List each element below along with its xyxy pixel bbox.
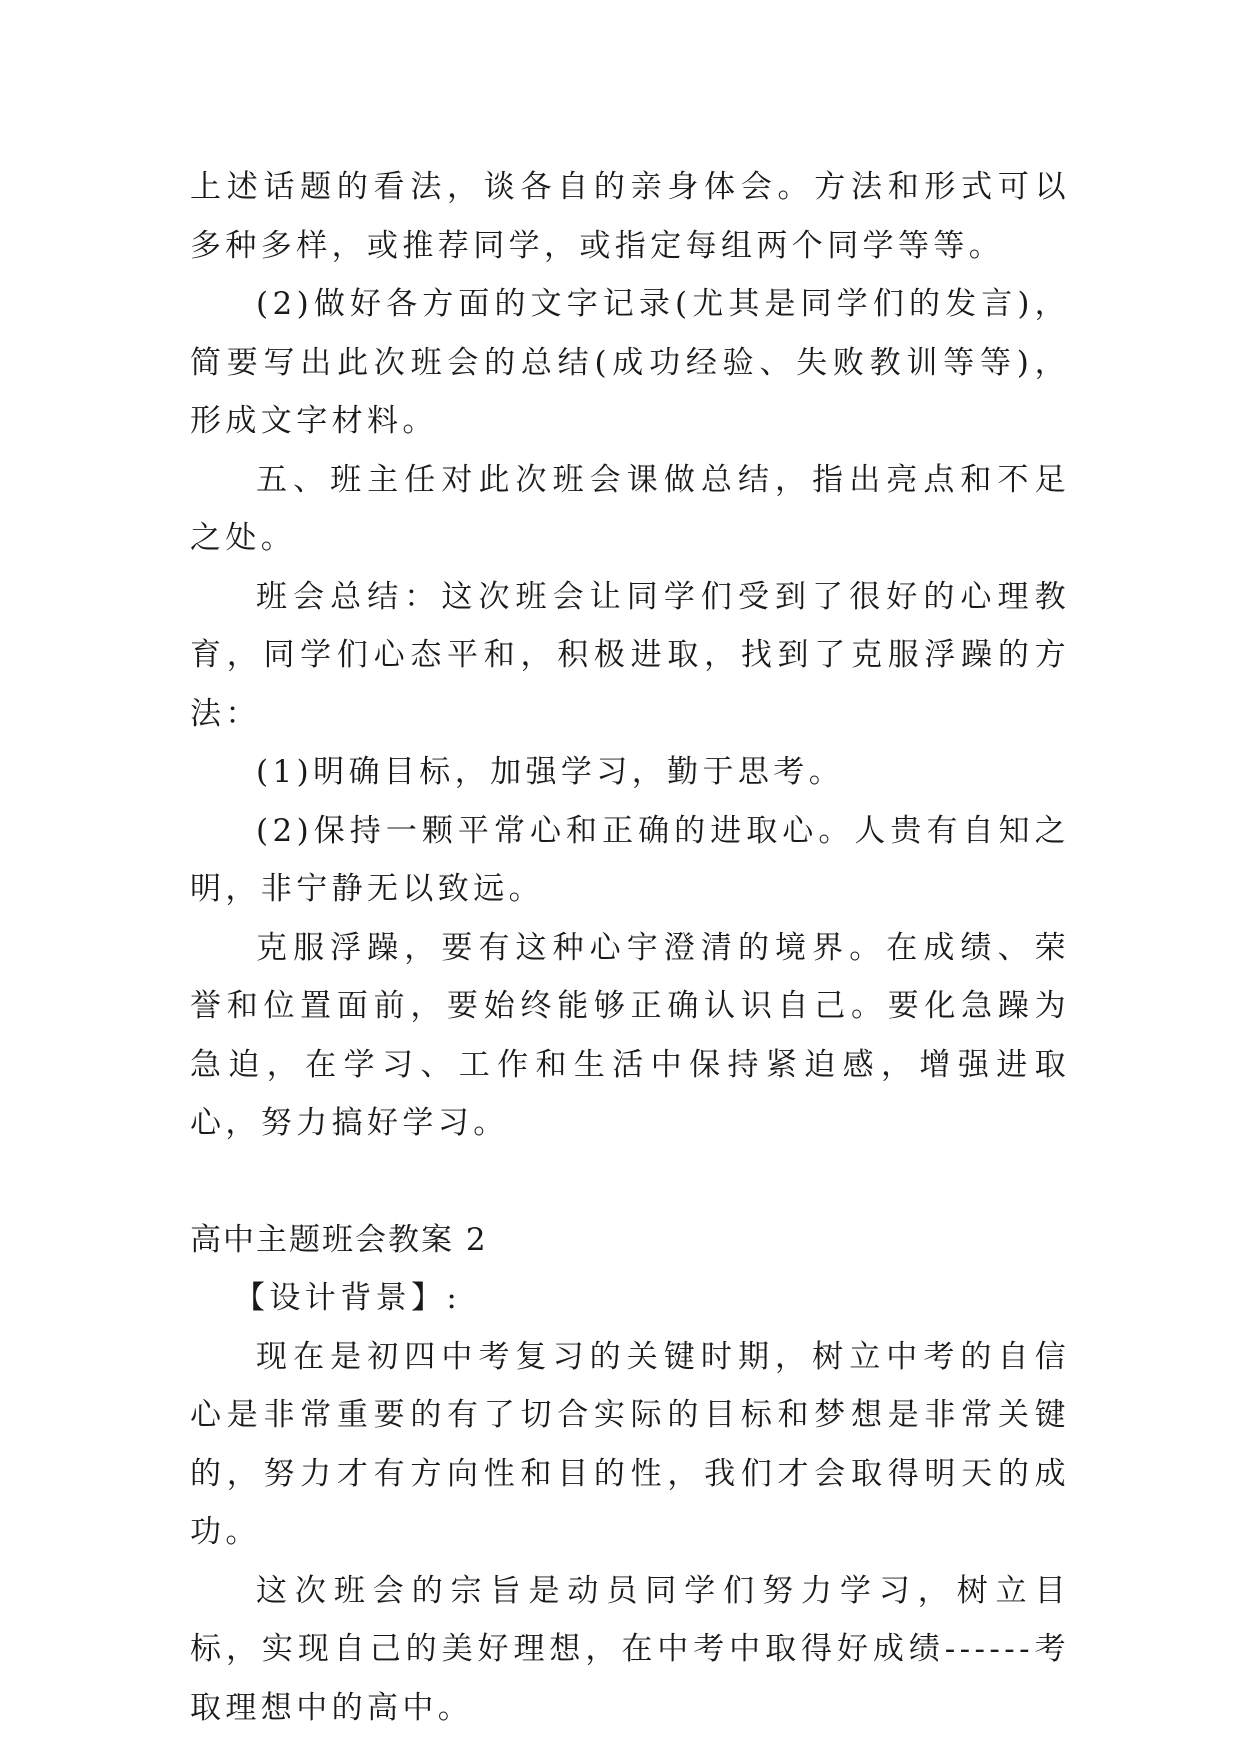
body-paragraph-point-two: (2)保持一颗平常心和正确的进取心。人贵有自知之明，非宁静无以致远。 bbox=[190, 812, 1070, 907]
body-paragraph-continuation: 上述话题的看法，谈各自的亲身体会。方法和形式可以多种多样，或推荐同学，或指定每组两个同学等等。 bbox=[190, 169, 1070, 264]
body-paragraph-background: 现在是初四中考复习的关键时期，树立中考的自信心是非常重要的有了切合实际的目标和梦想是非常关键的，努力才有方向性和目的性，我们才会取得明天的成功。 bbox=[190, 1338, 1070, 1550]
body-paragraph-purpose: 这次班会的宗旨是动员同学们努力学习，树立目标，实现自己的美好理想，在中考中取得好成绩------考取理想中的高中。 bbox=[190, 1572, 1070, 1726]
body-paragraph-point-one: (1)明确目标，加强学习，勤于思考。 bbox=[256, 754, 845, 790]
body-paragraph-record: (2)做好各方面的文字记录(尤其是同学们的发言)，简要写出此次班会的总结(成功经验、失败教训等等)，形成文字材料。 bbox=[190, 286, 1070, 439]
section-title: 高中主题班会教案 2 bbox=[190, 1221, 488, 1258]
body-paragraph-conclusion: 克服浮躁，要有这种心宇澄清的境界。在成绩、荣誉和位置面前，要始终能够正确认识自己。要化急躁为急迫，在学习、工作和生活中保持紧迫感，增强进取心，努力搞好学习。 bbox=[190, 929, 1070, 1141]
document-page bbox=[190, 158, 1070, 1737]
section-subheading: 【设计背景】: bbox=[234, 1280, 462, 1316]
body-paragraph-step-five: 五、班主任对此次班会课做总结，指出亮点和不足之处。 bbox=[190, 461, 1070, 556]
body-paragraph-summary: 班会总结：这次班会让同学们受到了很好的心理教育，同学们心态平和，积极进取，找到了克服浮躁的方法： bbox=[190, 578, 1070, 732]
